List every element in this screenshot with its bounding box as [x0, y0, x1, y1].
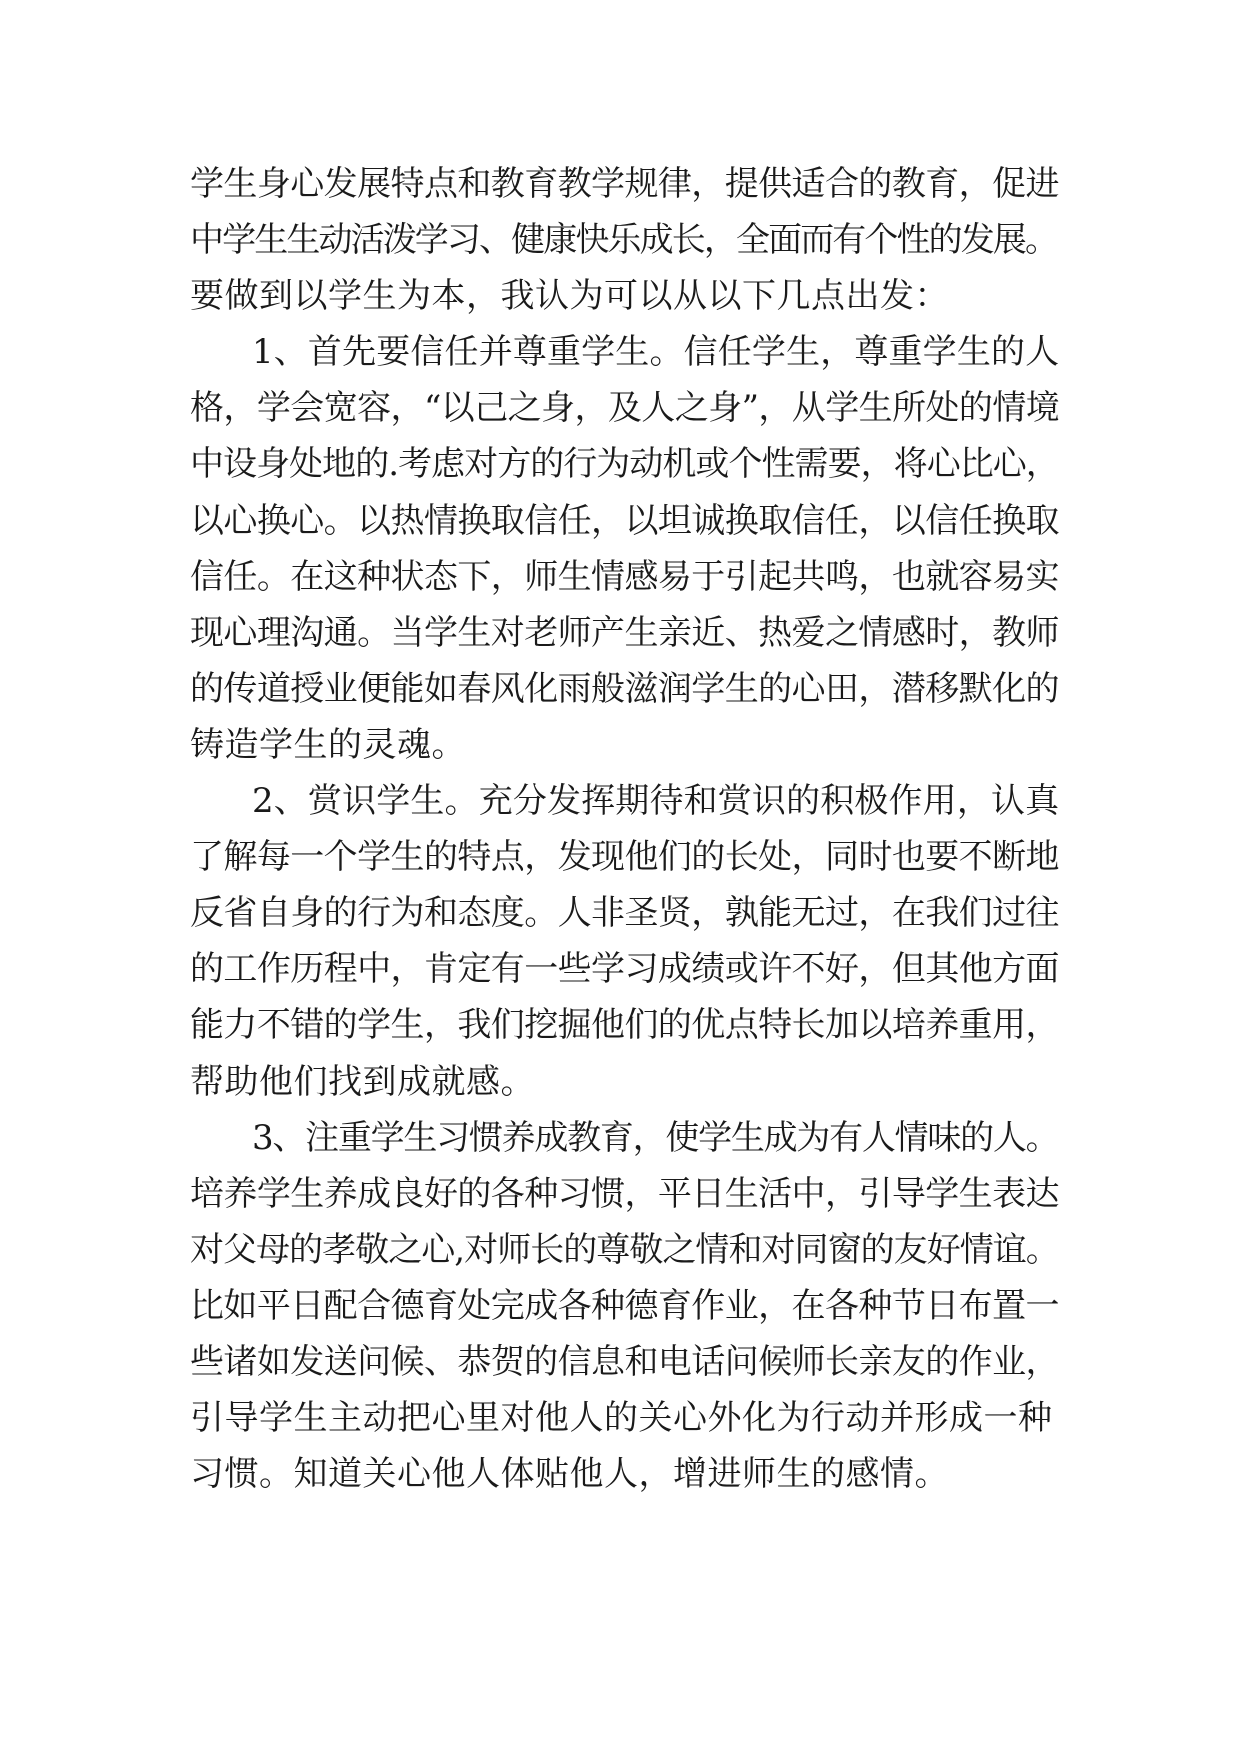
text-line: 现心理沟通。当学生对老师产生亲近、热爱之情感时，教师: [190, 612, 1059, 653]
text-line: 格，学会宽容，“以己之身，及人之身”，从学生所处的情境: [190, 388, 1060, 429]
text-line: 中学生生动活泼学习、健康快乐成长，全面而有个性的发展。: [190, 220, 1058, 261]
paragraph-first-line: 3、注重学生习惯养成教育，使学生成为有人情味的人。: [252, 1117, 1059, 1158]
paragraph-first-line: 1、首先要信任并尊重学生。信任学生，尊重学生的人: [252, 332, 1060, 373]
text-line: 帮助他们找到成就感。: [190, 1061, 535, 1102]
text-line: 的传道授业便能如春风化雨般滋润学生的心田，潜移默化的: [190, 668, 1059, 709]
text-line: 要做到以学生为本，我认为可以从以下几点出发：: [190, 276, 949, 317]
text-line: 学生身心发展特点和教育教学规律，提供适合的教育，促进: [190, 164, 1059, 204]
text-line: 了解每一个学生的特点，发现他们的长处，同时也要不断地: [190, 837, 1059, 878]
paragraph-first-line: 2、赏识学生。充分发挥期待和赏识的积极作用，认真: [252, 781, 1060, 822]
text-line: 培养学生养成良好的各种习惯，平日生活中，引导学生表达: [190, 1173, 1059, 1214]
text-line: 铸造学生的灵魂。: [190, 724, 466, 765]
text-line: 能力不错的学生，我们挖掘他们的优点特长加以培养重用，: [190, 1005, 1059, 1046]
text-line: 些诸如发送问候、恭贺的信息和电话问候师长亲友的作业，: [190, 1341, 1059, 1382]
text-line: 习惯。知道关心他人体贴他人，增进师生的感情。: [190, 1454, 949, 1495]
text-line: 反省自身的行为和态度。人非圣贤，孰能无过，在我们过往: [190, 893, 1059, 934]
text-line: 以心换心。以热情换取信任，以坦诚换取信任，以信任换取: [190, 500, 1059, 541]
text-line: 比如平日配合德育处完成各种德育作业，在各种节日布置一: [190, 1285, 1059, 1326]
text-line: 引导学生主动把心里对他人的关心外化为行动并形成一种: [190, 1398, 1053, 1439]
body-text: [190, 156, 1060, 1502]
text-line: 对父母的孝敬之心,对师长的尊敬之情和对同窗的友好情谊。: [190, 1229, 1059, 1270]
text-line: 中设身处地的.考虑对方的行为动机或个性需要，将心比心，: [190, 444, 1059, 485]
text-line: 信任。在这种状态下，师生情感易于引起共鸣，也就容易实: [190, 556, 1059, 597]
text-line: 的工作历程中，肯定有一些学习成绩或许不好，但其他方面: [190, 949, 1059, 990]
